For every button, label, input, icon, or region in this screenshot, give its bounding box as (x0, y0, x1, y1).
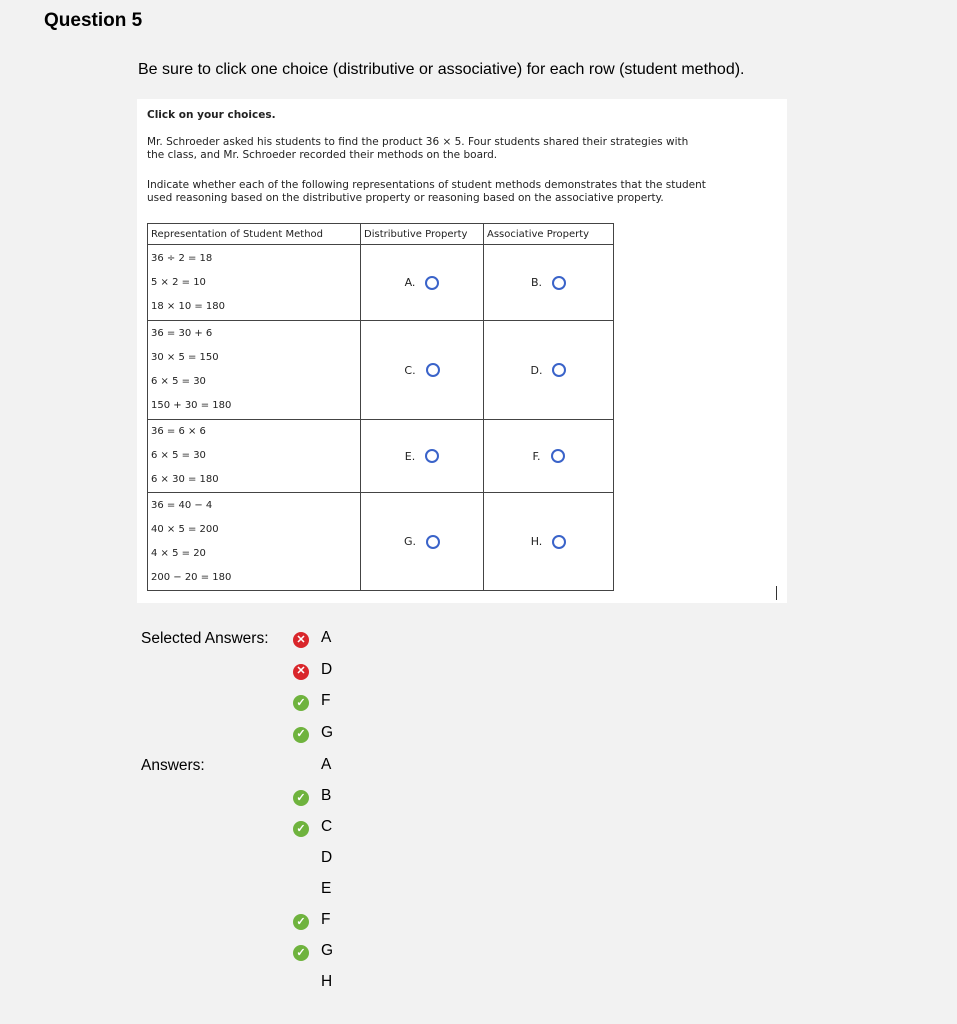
method-cell (148, 321, 361, 420)
check-circle-icon: ✓ (293, 914, 309, 930)
answers-letter: B (321, 787, 332, 804)
option-c[interactable] (404, 363, 439, 377)
table-row (148, 321, 614, 420)
choice-cell (361, 420, 484, 493)
option-label: C. (404, 363, 416, 377)
option-f[interactable] (532, 449, 564, 463)
header-associative: Associative Property (484, 224, 614, 245)
option-g[interactable] (404, 535, 440, 549)
method-line: 36 = 30 + 6 (151, 328, 213, 339)
method-line: 36 = 40 − 4 (151, 499, 213, 511)
method-line: 30 × 5 = 150 (151, 352, 219, 363)
method-line: 18 × 10 = 180 (151, 300, 226, 312)
table-row (148, 245, 614, 321)
check-circle-icon: ✓ (293, 790, 309, 806)
radio-button[interactable] (426, 535, 440, 549)
radio-button[interactable] (425, 449, 439, 463)
method-line: 6 × 5 = 30 (151, 376, 206, 387)
check-circle-icon: ✓ (293, 727, 309, 743)
selected-letter: G (321, 723, 334, 741)
check-circle-icon: ✓ (293, 821, 309, 837)
option-label: E. (404, 449, 416, 463)
selected-letter: D (321, 660, 333, 678)
selected-letter: A (321, 629, 332, 646)
method-line: 4 × 5 = 20 (151, 547, 206, 559)
choice-cell (484, 493, 614, 591)
answers-letter: H (321, 973, 333, 990)
option-h[interactable] (531, 535, 567, 549)
answers-letter: A (321, 756, 332, 773)
x-circle-icon: ✕ (293, 664, 309, 680)
text-cursor-mark (776, 586, 777, 600)
answers-letter: E (321, 880, 332, 897)
selected-answers-label: Selected Answers: (141, 630, 269, 647)
header-distributive: Distributive Property (361, 224, 484, 245)
radio-button[interactable] (425, 276, 439, 290)
choice-cell (361, 321, 484, 420)
choice-cell (484, 420, 614, 493)
option-e[interactable] (405, 449, 439, 463)
question-instruction: Be sure to click one choice (distributive or associative) for each row (student method). (138, 61, 745, 78)
option-label: A. (404, 276, 416, 289)
check-circle-icon: ✓ (293, 945, 309, 961)
method-line: 150 + 30 = 180 (151, 400, 232, 411)
methods-table (147, 223, 614, 591)
choice-cell (361, 245, 484, 321)
choice-cell (484, 321, 614, 420)
radio-button[interactable] (551, 449, 565, 463)
table-row (148, 493, 614, 591)
option-a[interactable] (405, 276, 440, 290)
choice-cell (484, 245, 614, 321)
method-line: 36 ÷ 2 = 18 (151, 252, 213, 264)
question-title: Question 5 (44, 10, 143, 31)
option-label: F. (532, 449, 541, 463)
answers-letter: F (321, 911, 331, 928)
answers-label: Answers: (141, 757, 205, 774)
radio-button[interactable] (552, 363, 566, 377)
table-header-row (148, 224, 614, 245)
option-label: G. (403, 535, 417, 548)
method-line: 36 = 6 × 6 (151, 426, 206, 437)
card-paragraph-1-line-1: Mr. Schroeder asked his students to find the product 36 × 5. Four students shared their strategies with (147, 136, 689, 148)
method-line: 200 − 20 = 180 (151, 571, 232, 583)
x-circle-icon: ✕ (293, 632, 309, 648)
option-label: D. (530, 363, 543, 377)
method-line: 5 × 2 = 10 (151, 276, 206, 288)
card-paragraph-1-line-2: the class, and Mr. Schroeder recorded their methods on the board. (147, 149, 498, 161)
method-cell (148, 245, 361, 321)
option-label: H. (530, 535, 543, 548)
header-method: Representation of Student Method (148, 224, 361, 245)
table-row (148, 420, 614, 493)
method-line: 6 × 5 = 30 (151, 450, 206, 461)
radio-button[interactable] (426, 363, 440, 377)
method-line: 6 × 30 = 180 (151, 474, 219, 485)
method-cell (148, 420, 361, 493)
method-line: 40 × 5 = 200 (151, 523, 219, 535)
radio-button[interactable] (552, 535, 566, 549)
check-circle-icon: ✓ (293, 695, 309, 711)
answers-letter: G (321, 942, 334, 959)
option-label: B. (530, 276, 543, 289)
option-b[interactable] (531, 276, 566, 290)
answers-letter: D (321, 849, 333, 866)
question-image-card (137, 99, 787, 603)
selected-letter: F (321, 692, 331, 709)
method-cell (148, 493, 361, 591)
card-paragraph-2-line-2: used reasoning based on the distributive property or reasoning based on the associative property. (147, 192, 664, 204)
option-d[interactable] (531, 363, 567, 377)
answers-letter: C (321, 818, 333, 835)
card-heading: Click on your choices. (147, 109, 276, 121)
card-paragraph-2-line-1: Indicate whether each of the following representations of student methods demonstrates that the student (147, 179, 706, 191)
choice-cell (361, 493, 484, 591)
radio-button[interactable] (552, 276, 566, 290)
